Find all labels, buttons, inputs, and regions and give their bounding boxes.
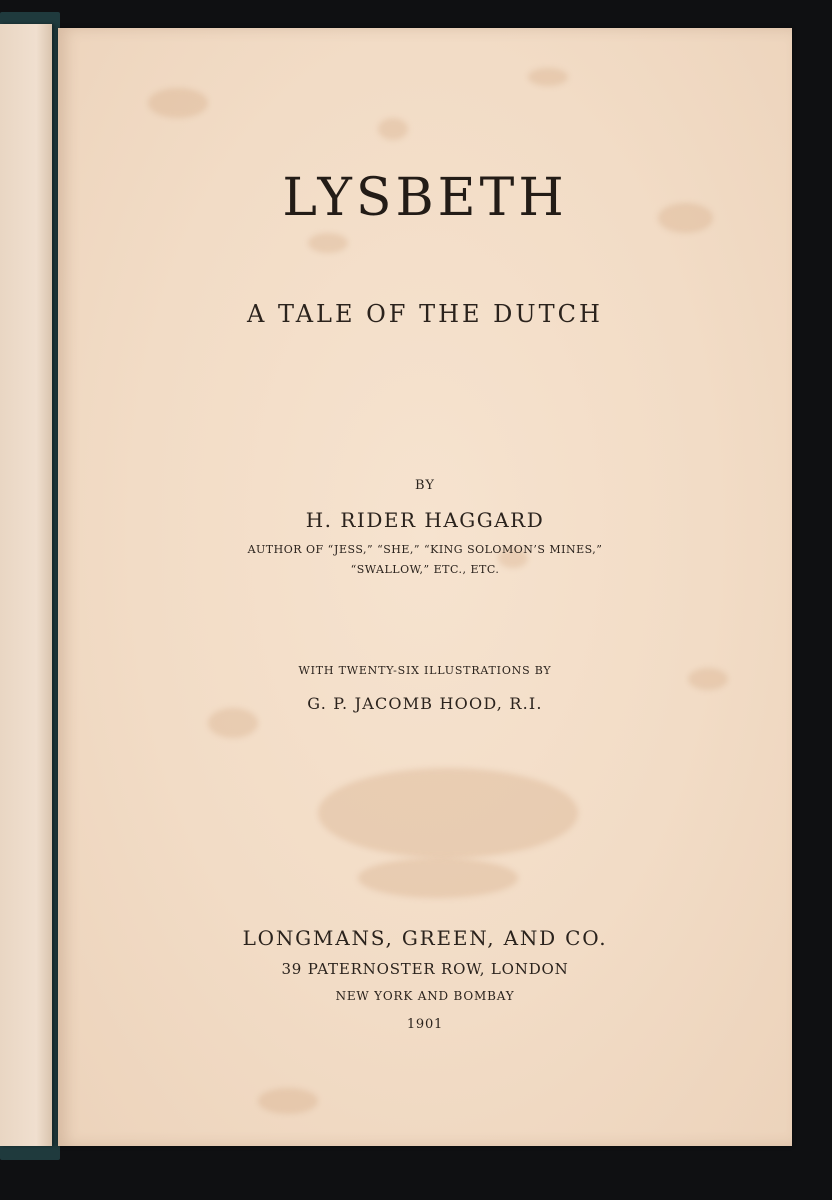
book-title: LYSBETH: [282, 168, 568, 228]
foxing-spot: [528, 68, 568, 86]
illustrator-name: G. P. JACOMB HOOD, R.I.: [307, 694, 543, 713]
illustrations-note: WITH TWENTY-SIX ILLUSTRATIONS BY: [298, 664, 552, 677]
book-subtitle: A TALE OF THE DUTCH: [247, 300, 603, 328]
publisher-cities: NEW YORK AND BOMBAY: [335, 989, 515, 1003]
foxing-spot: [308, 233, 348, 253]
publisher-name: LONGMANS, GREEN, AND CO.: [242, 926, 608, 950]
publication-year: 1901: [406, 1017, 444, 1032]
foxing-spot: [378, 118, 408, 140]
by-line: BY: [415, 478, 435, 493]
foxing-spot: [148, 88, 208, 118]
foxing-spot: [258, 1088, 318, 1114]
author-name: H. RIDER HAGGARD: [305, 508, 545, 532]
author-works: [58, 540, 792, 580]
foxing-spot: [358, 858, 518, 898]
foxing-spot: [318, 768, 578, 858]
author-works-line-1: AUTHOR OF “JESS,” “SHE,” “KING SOLOMON’S MINES,”: [247, 543, 603, 556]
publisher-address: 39 PATERNOSTER ROW, LONDON: [281, 960, 569, 978]
flyleaf-page: [0, 24, 52, 1146]
title-page: [58, 28, 792, 1146]
author-works-line-2: “SWALLOW,” ETC., ETC.: [350, 563, 500, 576]
